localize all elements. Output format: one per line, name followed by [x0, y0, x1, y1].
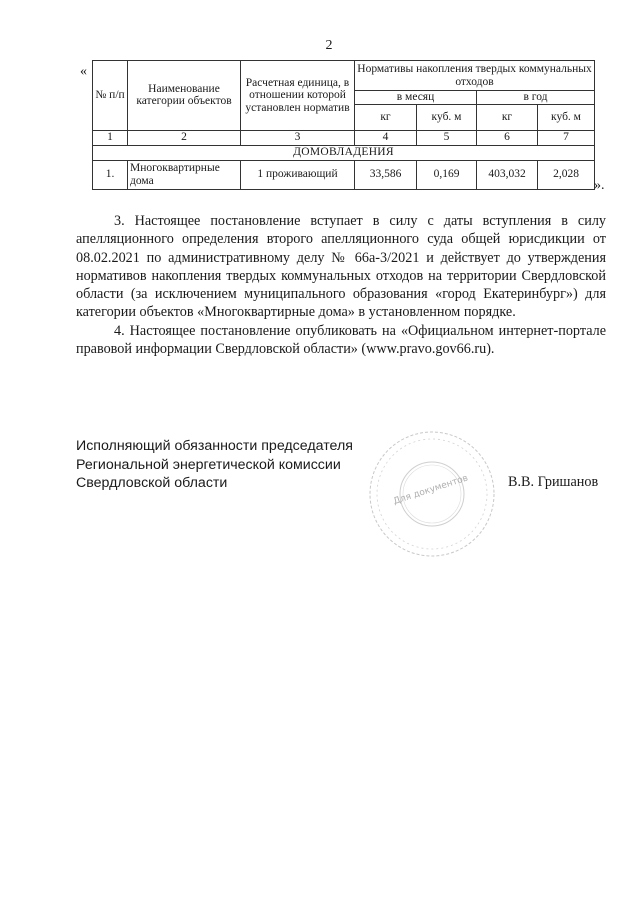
norms-table — [92, 60, 595, 190]
header-month-kg: кг — [355, 104, 417, 130]
column-number: 7 — [538, 130, 595, 145]
column-number: 4 — [355, 130, 417, 145]
header-name: Наименование категории объектов — [128, 61, 241, 131]
row-category: Многоквартирные дома — [128, 160, 241, 189]
row-year-kg: 403,032 — [477, 160, 538, 189]
header-month-m3: куб. м — [417, 104, 477, 130]
header-num: № п/п — [93, 61, 128, 131]
page-number: 2 — [325, 38, 333, 53]
column-number: 6 — [477, 130, 538, 145]
header-year-kg: кг — [477, 104, 538, 130]
header-year-m3: куб. м — [538, 104, 595, 130]
signatory-title-line: Свердловской области — [76, 475, 228, 491]
signatory-title — [76, 437, 353, 493]
section-title: ДОМОВЛАДЕНИЯ — [93, 145, 595, 160]
stamp-text: Для документов — [392, 473, 470, 507]
column-number: 1 — [93, 130, 128, 145]
paragraph-4: 4. Настоящее постановление опубликовать на «Официальном интернет-портале правовой информации Свердловской области» (www.pravo.gov66.ru). — [76, 322, 606, 358]
row-year-m3: 2,028 — [538, 160, 595, 189]
resolution-body — [76, 212, 606, 358]
row-num: 1. — [93, 160, 128, 189]
quote-close: ». — [594, 178, 605, 193]
row-month-kg: 33,586 — [355, 160, 417, 189]
header-unit: Расчетная единица, в отношении которой установлен норматив — [241, 61, 355, 131]
header-per-year: в год — [477, 91, 595, 105]
column-number: 5 — [417, 130, 477, 145]
header-per-month: в месяц — [355, 91, 477, 105]
official-stamp — [366, 428, 498, 560]
header-norms-group: Нормативы накопления твердых коммунальных отходов — [355, 61, 595, 91]
row-month-m3: 0,169 — [417, 160, 477, 189]
column-number: 2 — [128, 130, 241, 145]
signatory-name: В.В. Гришанов — [508, 474, 599, 490]
signatory-title-line: Региональной энергетической комиссии — [76, 456, 341, 473]
column-number: 3 — [241, 130, 355, 145]
column-number-row — [93, 130, 595, 145]
quote-open: « — [80, 64, 87, 79]
row-unit: 1 проживающий — [241, 160, 355, 189]
table-row — [93, 160, 595, 189]
signatory-title-line: Исполняющий обязанности председателя — [76, 438, 353, 454]
paragraph-3: 3. Настоящее постановление вступает в силу с даты вступления в силу апелляционного определения второго апелляционного суда общей юрисдикции от 08.02.2021 по административному делу № 66а-3/2021 и действует до утверждения нормативов накопления твердых коммунальных отходов на территории Свердловской области (за исключением муниципального образования «город Екатеринбург») для категории объектов «Многоквартирные дома» в установленном порядке. — [76, 213, 606, 321]
